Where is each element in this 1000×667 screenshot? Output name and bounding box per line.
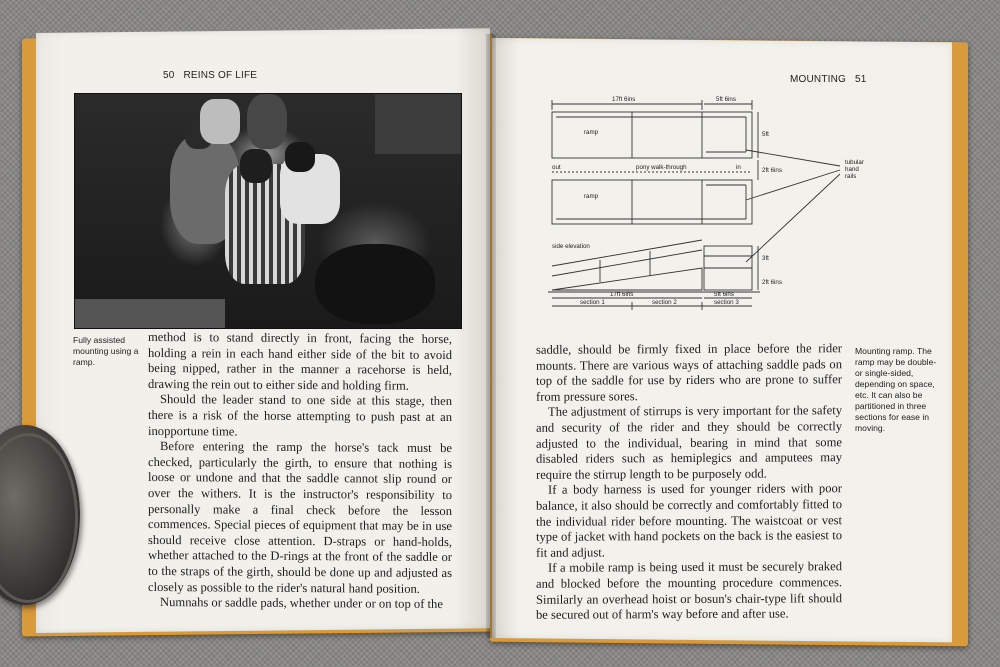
caption-line: depending on space, <box>855 379 935 389</box>
right-diagram-caption <box>855 346 945 434</box>
paragraph: method is to stand directly in front, facing the horse, holding a rein in each hand either side of the bit to avoid being nipped, rather in the manner a racehorse is held, drawing the rein out to either side and holding firm. <box>148 329 452 393</box>
label-ramp-bottom: ramp <box>584 193 599 200</box>
paragraph: Should the leader stand to one side at this stage, then there is a risk of the horse attempting to push past at an inopportune time. <box>148 392 452 439</box>
right-body-text <box>536 341 842 623</box>
caption-line: moving. <box>855 423 886 433</box>
label-rails-2: hand <box>845 166 859 173</box>
left-photo-caption <box>73 335 151 368</box>
leader-line <box>746 174 840 262</box>
dim-bottom-1: 17ft 6ins <box>610 291 634 298</box>
book-gutter <box>486 34 496 638</box>
mounting-ramp-diagram <box>540 90 864 315</box>
paragraph: If a mobile ramp is being used it must be securely braked and blocked before the mounting procedure commences. Similarly an overhead hoist or bosun's chair-type lift should be secured out of harm's way before and after use. <box>536 559 842 622</box>
dim-height-4: 2ft 6ins <box>762 279 782 286</box>
caption-line: sections for ease in <box>855 412 930 422</box>
caption-line: etc. It can also be <box>855 390 923 400</box>
leader-line <box>746 170 840 200</box>
section-1-label: section 1 <box>580 299 605 306</box>
label-out: out <box>552 164 561 171</box>
paragraph: The adjustment of stirrups is very important for the safety and security of the rider and they should be correctly adjusted to the individual, bearing in mind that some disabled riders such as hemiplegics and amputees may require the stirrup length to be purposely odd. <box>536 403 842 482</box>
caption-line: Mounting ramp. The <box>855 346 932 356</box>
left-page-header: 50 REINS OF LIFE <box>163 70 258 81</box>
ramp-plan-bottom <box>552 180 752 224</box>
dim-bottom-2: 5ft 6ins <box>714 291 734 298</box>
section-2-label: section 2 <box>652 299 677 306</box>
dim-height-2: 2ft 6ins <box>762 167 782 174</box>
label-rails-3: rails <box>845 173 857 180</box>
ramp-side-elevation <box>552 268 702 290</box>
caption-line: mounting using a <box>73 346 139 356</box>
right-page-header: MOUNTING 51 <box>790 74 867 85</box>
caption-line: ramp may be double- <box>855 357 937 367</box>
section-3-label: section 3 <box>714 299 739 306</box>
label-side-elevation: side elevation <box>552 243 590 250</box>
paragraph: Before entering the ramp the horse's tack must be checked, particularly the girth, to ensure that nothing is loose or undone and that the saddle cannot slip round or over the withers. It is the instructor's responsibility to personally make a final check before the lesson commences. Special pieces of equipment that may be in use should receive close attention. D-straps or hand-holds, whether attached to the D-rings at the front of the saddle or to the straps of the girth, should be done up and adjusted as closely as possible to the rider's natural hand position. <box>148 439 452 596</box>
dim-height-3: 3ft <box>762 255 769 262</box>
dim-top-1: 17ft 6ins <box>612 96 636 103</box>
leader-line <box>746 150 840 166</box>
paragraph: saddle, should be firmly fixed in place before the rider mounts. There are various ways of attaching saddle pads on top of the saddle for use by riders who are prone to suffer from pressure sores. <box>536 341 842 404</box>
label-walk-through: pony walk-through <box>636 164 687 171</box>
label-ramp-top: ramp <box>584 129 599 136</box>
dim-height-1: 5ft <box>762 131 769 138</box>
paragraph: Numnahs or saddle pads, whether under or on top of the <box>160 595 443 612</box>
label-rails-1: tubular <box>845 159 864 166</box>
label-in: in <box>736 164 741 171</box>
caption-line: Fully assisted <box>73 335 126 345</box>
dim-top-2: 5ft 6ins <box>716 96 736 103</box>
riding-photo <box>74 93 462 329</box>
caption-line: ramp. <box>73 357 95 367</box>
ramp-plan-top <box>552 112 752 158</box>
caption-line: partitioned in three <box>855 401 927 411</box>
paragraph: If a body harness is used for younger riders with poor balance, it also should be correctly and comfortably fitted to the individual rider before mounting. The waistcoat or vest type of jacket with hand pockets on the back is the easiest to fit and adjust. <box>536 481 842 560</box>
left-body-text <box>148 330 452 613</box>
caption-line: or single-sided, <box>855 368 914 378</box>
